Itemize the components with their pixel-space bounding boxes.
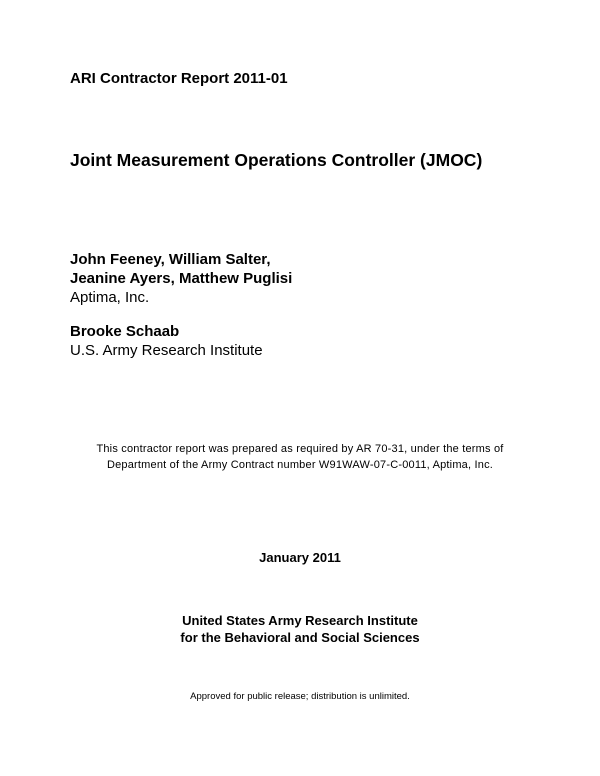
second-author-affiliation: U.S. Army Research Institute <box>70 342 263 359</box>
authors-affiliation: Aptima, Inc. <box>70 289 150 306</box>
contract-note-line-1: This contractor report was prepared as required by AR 70-31, under the terms of <box>96 443 504 455</box>
report-number: ARI Contractor Report 2011-01 <box>70 70 288 87</box>
authors-line-1: John Feeney, William Salter, <box>70 251 271 268</box>
second-author-block <box>70 322 263 360</box>
contract-note <box>0 441 600 473</box>
institute-line-1: United States Army Research Institute <box>182 613 418 628</box>
institute-block <box>0 612 600 646</box>
contract-note-line-2: Department of the Army Contract number W91WAW-07-C-0011, Aptima, Inc. <box>106 459 494 471</box>
authors-block <box>70 250 292 307</box>
second-author-name: Brooke Schaab <box>70 323 180 340</box>
release-statement: Approved for public release; distribution is unlimited. <box>190 691 410 702</box>
report-date: January 2011 <box>259 550 341 565</box>
report-title: Joint Measurement Operations Controller (JMOC) <box>70 150 483 170</box>
institute-line-2: for the Behavioral and Social Sciences <box>180 630 420 645</box>
authors-line-2: Jeanine Ayers, Matthew Puglisi <box>70 270 293 287</box>
